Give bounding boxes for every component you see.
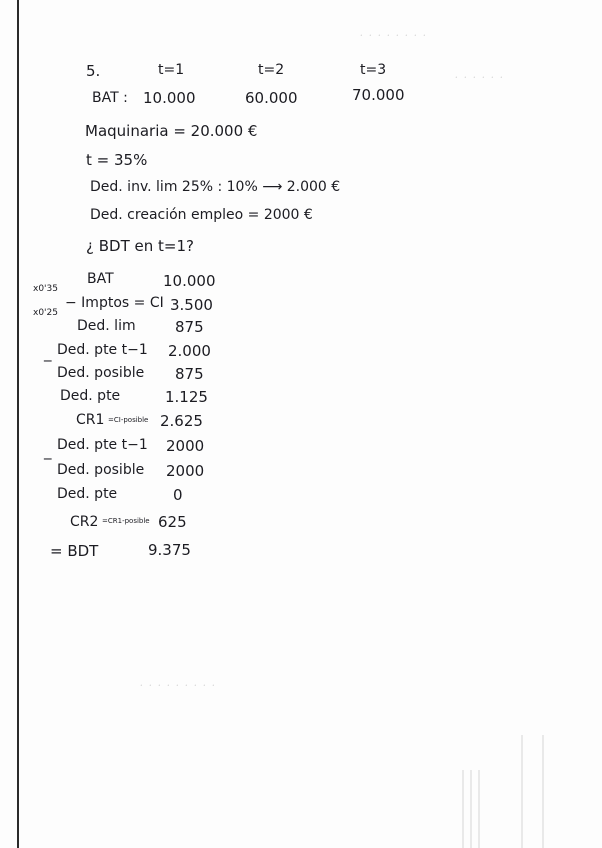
calc-row-annotation: =CI-posible	[108, 416, 149, 424]
scan-artifact	[478, 770, 480, 848]
calc-row-label: BAT	[87, 271, 114, 287]
maquinaria-line: Maquinaria = 20.000 €	[85, 122, 258, 140]
margin-factor-035: x0'35	[33, 284, 58, 294]
period-t3: t=3	[360, 62, 387, 78]
calc-row-label: Ded. pte	[57, 486, 118, 502]
calc-row-value: 9.375	[148, 541, 191, 559]
scan-artifact	[542, 735, 544, 848]
scan-artifact	[470, 770, 472, 848]
calc-row-value: 625	[158, 513, 187, 531]
calc-row-label: Ded. lim	[77, 318, 136, 334]
margin-factor-025: x0'25	[33, 308, 58, 318]
tax-rate-line: t = 35%	[86, 151, 148, 169]
question-line: ¿ BDT en t=1?	[86, 237, 194, 255]
period-t2: t=2	[258, 62, 285, 78]
bat-value-t3: 70.000	[352, 86, 405, 104]
page-edge-line	[17, 0, 19, 848]
calc-row-label: Ded. pte t−1	[57, 342, 148, 358]
bleed-through-mark: . . . . . .	[455, 68, 505, 81]
calc-row-value: 10.000	[163, 272, 216, 290]
period-t1: t=1	[158, 62, 185, 78]
bat-value-t1: 10.000	[143, 89, 196, 107]
calc-row-value: 875	[175, 318, 204, 336]
calc-row-label: − Imptos = CI	[65, 295, 164, 311]
bleed-through-mark: . . . . . . . . .	[140, 676, 217, 689]
scan-artifact	[521, 735, 523, 848]
calc-row-label: Ded. pte	[60, 388, 121, 404]
calc-row-label: = BDT	[50, 542, 99, 560]
bat-value-t2: 60.000	[245, 89, 298, 107]
problem-number: 5.	[86, 62, 101, 80]
calc-row-value: 2000	[166, 437, 205, 455]
scan-artifact	[462, 770, 464, 848]
calc-row-value: 0	[173, 486, 183, 504]
deduction-employment-line: Ded. creación empleo = 2000 €	[90, 207, 313, 223]
bat-label: BAT :	[92, 90, 128, 106]
bleed-through-mark: . . . . . . . .	[360, 26, 428, 39]
calc-row-value: 875	[175, 365, 204, 383]
calc-row-value: 2.625	[160, 412, 203, 430]
calc-row-label: Ded. pte t−1	[57, 437, 148, 453]
margin-dash: _	[44, 344, 52, 362]
margin-dash: _	[44, 442, 52, 460]
calc-row-label: CR2	[70, 514, 99, 530]
calc-row-label: Ded. posible	[57, 462, 145, 478]
calc-row-label: Ded. posible	[57, 365, 145, 381]
calc-row-value: 1.125	[165, 388, 208, 406]
deduction-investment-line: Ded. inv. lim 25% : 10% ⟶ 2.000 €	[90, 179, 341, 195]
calc-row-label: CR1	[76, 412, 105, 428]
calc-row-value: 2000	[166, 462, 205, 480]
calc-row-value: 2.000	[168, 342, 211, 360]
calc-row-value: 3.500	[170, 296, 213, 314]
calc-row-annotation: =CR1-posible	[102, 517, 150, 525]
